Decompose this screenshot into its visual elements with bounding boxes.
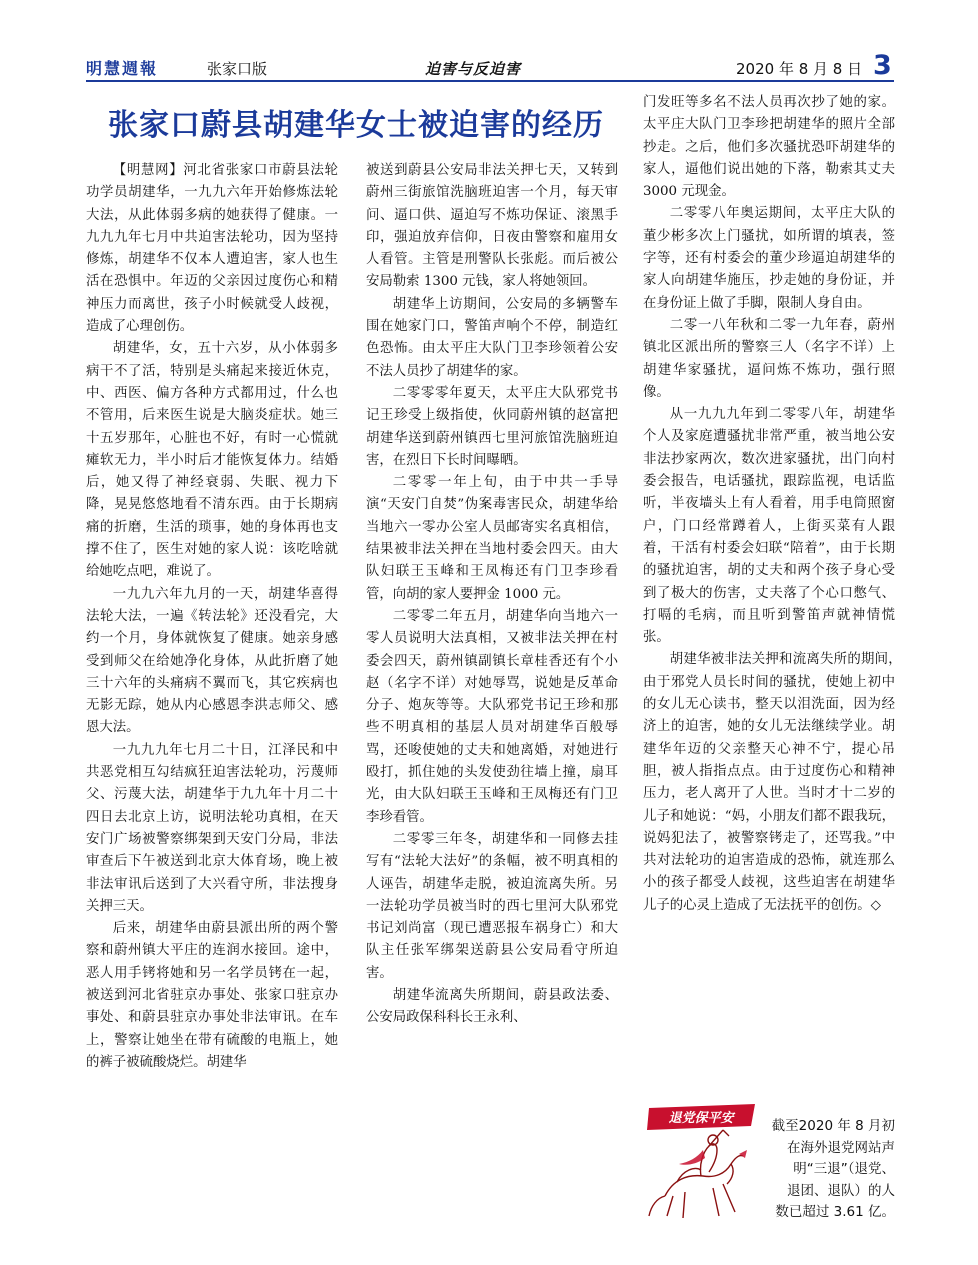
paragraph: 从一九九九年到二零零八年，胡建华个人及家庭遭骚扰非常严重，被当地公安非法抄家两次，数次进家骚扰，出门向村委会报告，电话骚扰，跟踪监视，电话监听，半夜墙头上有人看着，用手电筒照窗户，门口经常蹲着人，上街买菜有人跟着，干活有村委会妇联“陪着”，由于长期的骚扰迫害，胡的丈夫和两个孩子身心受到了极大的伤害，丈夫落了个心口憋气、打嗝的毛病，而且听到警笛声就神情慌张。 bbox=[643, 407, 895, 646]
section-title: 迫害与反迫害 bbox=[425, 60, 522, 78]
ad-text-block bbox=[755, 1116, 895, 1224]
ad-line: 数已超过 3.61 亿。 bbox=[775, 1204, 895, 1220]
issue-date: 2020 年 8 月 8 日 bbox=[736, 60, 863, 78]
article-column-2 bbox=[366, 160, 618, 1220]
paragraph: 二零零三年冬，胡建华和一同修去挂写有“法轮大法好”的条幅，被不明真相的人诬告，胡建华走脱，被迫流离失所。另一法轮功学员被当时的西七里河大队邪党书记刘尚富（现已遭恶报车祸身亡）和大队主任张军绑架送蔚县公安局看守所迫害。 bbox=[366, 831, 618, 981]
paragraph: 被送到蔚县公安局非法关押七天，又转到蔚州三街旅馆洗脑班迫害一个月，每天审问、逼口供、逼迫写不炼功保证、滚黑手印，强迫放弃信仰，日夜由警察和雇用女人看管。主管是刑警队长张彪。而后被公安局勒索 1300 元钱，家人将她领回。 bbox=[366, 163, 618, 290]
paragraph: 一九九九年七月二十日，江泽民和中共恶党相互勾结疯狂迫害法轮功，污蔑师父、污蔑大法，胡建华于九九年十月二十四日去北京上访，说明法轮功真相，在天安门广场被警察绑架到天安门分局，非法审查后下午被送到北京大体育场，晚上被非法审讯后送到了大兴看守所，非法搜身关押三天。 bbox=[86, 742, 338, 914]
paragraph: 胡建华，女，五十六岁，从小体弱多病干不了活，特别是头痛起来接近休克，中、西医、偏方各种方式都用过，什么也不管用，后来医生说是大脑炎症状。她三十五岁那年，心脏也不好，有时一心慌就瘫软无力，半小时后才能恢复体力。结婚后，她又得了神经衰弱、失眠、视力下降，晃晃悠悠地看不清东西。由于长期病痛的折磨，生活的琐事，她的身体再也支撑不住了，医生对她的家人说：该吃啥就给她吃点吧，难说了。 bbox=[86, 341, 338, 580]
paragraph: 胡建华上访期间，公安局的多辆警车围在她家门口，警笛声响个不停，制造红色恐怖。由太平庄大队门卫李珍领着公安不法人员抄了胡建华的家。 bbox=[366, 296, 618, 379]
article-column-3 bbox=[643, 92, 909, 1092]
paragraph: 二零零二年五月，胡建华向当地六一零人员说明大法真相，又被非法关押在村委会四天，蔚州镇副镇长章桂香还有个小赵（名字不详）对她辱骂，说她是反革命分子、炮灰等等。大队邪党书记王珍和那些不明真相的基层人员对胡建华百般辱骂，还唆使她的丈夫和她离婚，对她进行殴打，抓住她的头发使劲往墙上撞，扇耳光，由大队妇联王玉峰和王凤梅还有门卫李珍看管。 bbox=[366, 608, 618, 825]
edition-label: 张家口版 bbox=[207, 60, 268, 78]
newspaper-name: 明慧週報 bbox=[86, 59, 159, 78]
horse-rider-illustration bbox=[643, 1100, 761, 1222]
paragraph: 门发旺等多名不法人员再次抄了她的家。太平庄大队门卫李珍把胡建华的照片全部抄走。之后，他们多次骚扰恐吓胡建华的家人，逼他们说出她的下落，勒索其丈夫 3000 元现金。 bbox=[643, 95, 895, 200]
ad-line: 明“三退”（退党、 bbox=[793, 1161, 895, 1177]
page-header bbox=[0, 0, 978, 82]
paragraph: 胡建华被非法关押和流离失所的期间， 由于邪党人员长时间的骚扰，使她上初中的女儿无心读书，整天以泪洗面，因为经济上的迫害，她的女儿无法继续学业。胡建华年迈的父亲整天心神不宁，提心吊胆，被人指指点点。由于过度伤心和精神压力，老人离开了人世。当时才十二岁的儿子和她说：“妈，小朋友们都不跟我玩，说妈犯法了，被警察铐走了，还骂我。”中共对法轮功的迫害造成的恐怖，就连那么小的孩子都受人歧视，这些迫害在胡建华儿子的心灵上造成了无法抚平的创伤。◇ bbox=[643, 652, 909, 913]
quit-party-ad bbox=[643, 1100, 895, 1222]
ad-line: 退团、退队）的人 bbox=[787, 1182, 895, 1199]
paragraph: 二零一八年秋和二零一九年春，蔚州镇北区派出所的警察三人（名字不详）上胡建华家骚扰，逼问炼不炼功，强行照像。 bbox=[643, 317, 895, 400]
paragraph: 后来，胡建华由蔚县派出所的两个警察和蔚州镇大平庄的连润水接回。途中，恶人用手铐将她和另一名学员铐在一起，被送到河北省驻京办事处、张家口驻京办事处、和蔚县驻京办事处非法审讯。在车上，警察让她坐在带有硫酸的电瓶上，她的裤子被硫酸烧烂。胡建华 bbox=[86, 921, 338, 1070]
horse-rider-icon bbox=[643, 1100, 761, 1222]
banner-text: 退党保平安 bbox=[668, 1111, 734, 1126]
paragraph: 二零零一年上旬，由于中共一手导演“天安门自焚”伪案毒害民众，胡建华给当地六一零办公室人员邮寄实名真相信，结果被非法关押在当地村委会四天。由大队妇联王玉峰和王凤梅还有门卫李珍看管，向胡的家人要押金 1000 元。 bbox=[366, 475, 618, 602]
article-column-1 bbox=[86, 160, 338, 1220]
paragraph: 一九九六年九月的一天，胡建华喜得法轮大法，一遍《转法轮》还没看完，大约一个月，身体就恢复了健康。她亲身感受到师父在给她净化身体，从此折磨了她三十六年的头痛病不翼而飞，其它疾病也无影无踪，她从内心感恩李洪志师父、感恩大法。 bbox=[86, 586, 338, 736]
article-title: 张家口蔚县胡建华女士被迫害的经历 bbox=[108, 108, 604, 143]
paragraph: 胡建华流离失所期间，蔚县政法委、公安局政保科科长王永利、 bbox=[366, 987, 618, 1026]
paragraph: 二零零八年奥运期间，太平庄大队的董少彬多次上门骚扰，如所谓的填表，签字等，还有村委会的董少珍逼迫胡建华的家人向胡建华施压，抄走她的身份证，并在身份证上做了手脚，限制人身自由。 bbox=[643, 206, 895, 311]
ad-line: 截至2020 年 8 月初 bbox=[771, 1118, 895, 1134]
paragraph: 【明慧网】河北省张家口市蔚县法轮功学员胡建华，一九九六年开始修炼法轮大法，从此体弱多病的她获得了健康。一九九九年七月中共迫害法轮功，因为坚持修炼，胡建华不仅本人遭迫害，家人也生活在恐惧中。年迈的父亲因过度伤心和精神压力而离世，孩子小时候就受人歧视，造成了心理创伤。 bbox=[86, 163, 338, 335]
ad-line: 在海外退党网站声 bbox=[787, 1139, 895, 1156]
page-number: 3 bbox=[873, 50, 892, 81]
paragraph: 二零零零年夏天，太平庄大队邪党书记王珍受上级指使，伙同蔚州镇的赵富把胡建华送到蔚州镇西七里河旅馆洗脑班迫害，在烈日下长时间曝晒。 bbox=[366, 385, 618, 468]
header-rule bbox=[86, 80, 894, 82]
